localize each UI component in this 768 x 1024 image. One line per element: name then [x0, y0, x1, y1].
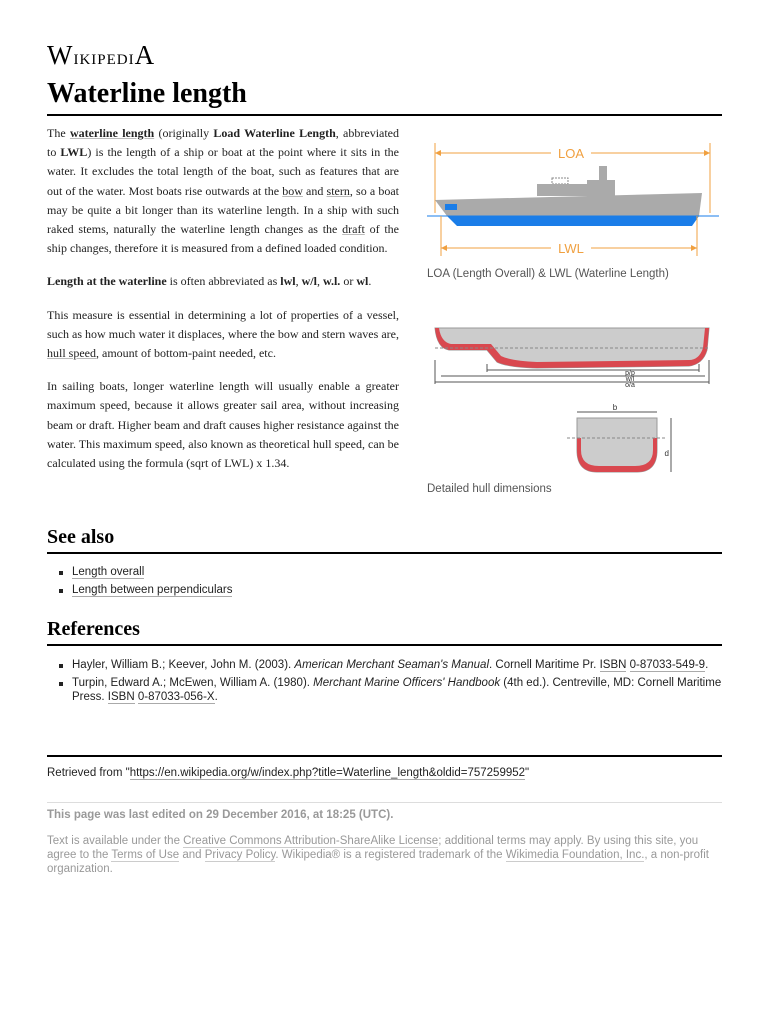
bold-term: lwl — [280, 274, 296, 289]
retrieved-suffix: " — [525, 767, 530, 779]
figure-caption-loa: LOA (Length Overall) & LWL (Waterline Length) — [427, 268, 669, 280]
isbn-number-link[interactable]: 0-87033-549-9 — [629, 659, 706, 671]
text-run: ) is the length of a ship or boat at the point where it sits in the water. It excludes the total length of the boat, such as features that are out of the water. Most boats rise outwards at the — [47, 145, 399, 198]
text-run: (originally — [154, 126, 214, 140]
figure-loa-lwl — [427, 138, 722, 280]
ref-publisher: . Cornell Maritime Pr. — [489, 659, 600, 671]
paragraph-intro — [47, 124, 399, 258]
ref-authors: Hayler, William B.; Keever, John M. (2003). — [72, 659, 295, 671]
text-run: or — [340, 274, 357, 289]
link-length-overall[interactable]: Length overall — [72, 566, 145, 578]
logo-text: ikipedi — [73, 45, 135, 69]
bold-term: w.l. — [322, 274, 341, 289]
text-run: , — [295, 274, 302, 289]
loa-label: LOA — [557, 146, 585, 161]
ship-diagram[interactable] — [427, 138, 722, 263]
hull-diagram[interactable] — [427, 320, 722, 478]
wikipedia-logo[interactable]: WikipediA — [47, 40, 156, 70]
link-length-between-perpendiculars[interactable]: Length between perpendiculars — [72, 584, 233, 596]
bold-term: Length at the waterline — [47, 274, 167, 289]
ref-end: . — [214, 691, 218, 703]
text-run: The — [47, 126, 70, 140]
cc-license-link[interactable]: Creative Commons Attribution-ShareAlike License — [183, 835, 439, 847]
inline-link[interactable]: draft — [342, 222, 365, 237]
retrieved-prefix: Retrieved from " — [47, 767, 130, 779]
bold-term: wl — [356, 274, 369, 289]
retrieved-from — [47, 755, 722, 779]
bold-term: LWL — [60, 145, 88, 160]
references-heading: References — [47, 618, 722, 646]
ref-title: American Merchant Seaman's Manual — [294, 659, 490, 671]
terms-of-use-link[interactable]: Terms of Use — [111, 849, 180, 861]
license-part: , a non-profit organization. — [47, 849, 709, 875]
paragraph-sailing — [47, 377, 399, 473]
list-item — [47, 658, 722, 672]
license-part: Text is available under the — [47, 835, 184, 847]
ref-title: Merchant Marine Officers' Handbook — [313, 677, 501, 689]
wikimedia-foundation-link[interactable]: Wikimedia Foundation, Inc. — [505, 849, 645, 861]
retrieved-url-link[interactable]: https://en.wikipedia.org/w/index.php?title=Waterline_length&oldid=757259952 — [129, 767, 526, 779]
inline-link[interactable]: waterline length — [69, 126, 155, 140]
isbn-link[interactable]: ISBN — [599, 659, 627, 671]
lwl-label: LWL — [558, 241, 584, 256]
bold-term: w/l — [301, 274, 317, 289]
text-run: This measure is essential in determining a lot of properties of a vessel, such as how much water it displaces, where the bow and stern waves are, — [47, 307, 399, 341]
list-item — [47, 583, 722, 597]
text-run: , so a boat may be quite a bit longer than its waterline length. In a ship with such raked stems, naturally the waterline length changes as the — [47, 183, 400, 237]
draft-label: d — [664, 449, 669, 458]
text-run: . — [368, 274, 372, 289]
text-run: is often abbreviated as — [166, 274, 281, 289]
paragraph-measure — [47, 306, 399, 364]
inline-link[interactable]: hull speed — [47, 346, 96, 361]
list-item — [47, 676, 722, 704]
see-also-list — [47, 565, 722, 601]
figure-caption-hull: Detailed hull dimensions — [427, 483, 552, 495]
inline-link[interactable]: stern — [326, 183, 350, 198]
isbn-link[interactable]: ISBN — [107, 691, 135, 703]
references-list — [47, 658, 722, 708]
text-run: , — [316, 274, 323, 289]
ref-publisher: (4th ed.). Centreville, MD: Cornell Maritime Press. — [72, 677, 722, 703]
privacy-policy-link[interactable]: Privacy Policy — [204, 849, 276, 861]
wl-label: w/l — [625, 376, 635, 383]
text-run: , abbreviated to — [47, 126, 400, 160]
see-also-heading: See also — [47, 526, 722, 554]
bold-term: Load Waterline Length — [213, 126, 336, 140]
figure-hull-dimensions — [427, 320, 722, 495]
text-run: of the ship changes, therefore it is measured from a defined loaded condition. — [47, 222, 400, 256]
ref-authors: Turpin, Edward A.; McEwen, William A. (1980). — [72, 677, 314, 689]
paragraph-abbrev — [47, 272, 399, 291]
inline-link[interactable]: bow — [282, 183, 303, 198]
ref-end: . — [705, 659, 709, 671]
text-run: In sailing boats, longer waterline length will usually enable a greater maximum speed, because it allows greater sail area, without increasing beam or draft. Higher beam and draft causes higher resistance against the water. This maximum speed, also known as theoretical hull speed, can be calculated using the formula (sqrt of LWL) x 1.34. — [47, 379, 399, 471]
license-part: . Wikipedia® is a registered trademark of the — [275, 849, 506, 861]
isbn-number-link[interactable]: 0-87033-056-X — [137, 691, 215, 703]
list-item — [47, 565, 722, 579]
page-title: Waterline length — [47, 78, 722, 116]
beam-label: b — [612, 403, 618, 412]
oa-label: o/a — [625, 382, 635, 389]
article-body — [47, 124, 399, 487]
license-part: ; additional terms may apply. By using this site, you agree to the — [47, 835, 699, 861]
text-run: , amount of bottom-paint needed, etc. — [96, 346, 276, 361]
text-run: and — [302, 183, 327, 198]
pp-label: p/p — [625, 370, 635, 377]
last-edited: This page was last edited on 29 December 2016, at 18:25 (UTC). — [47, 802, 722, 821]
license-text — [47, 834, 722, 876]
license-part: and — [179, 849, 205, 861]
